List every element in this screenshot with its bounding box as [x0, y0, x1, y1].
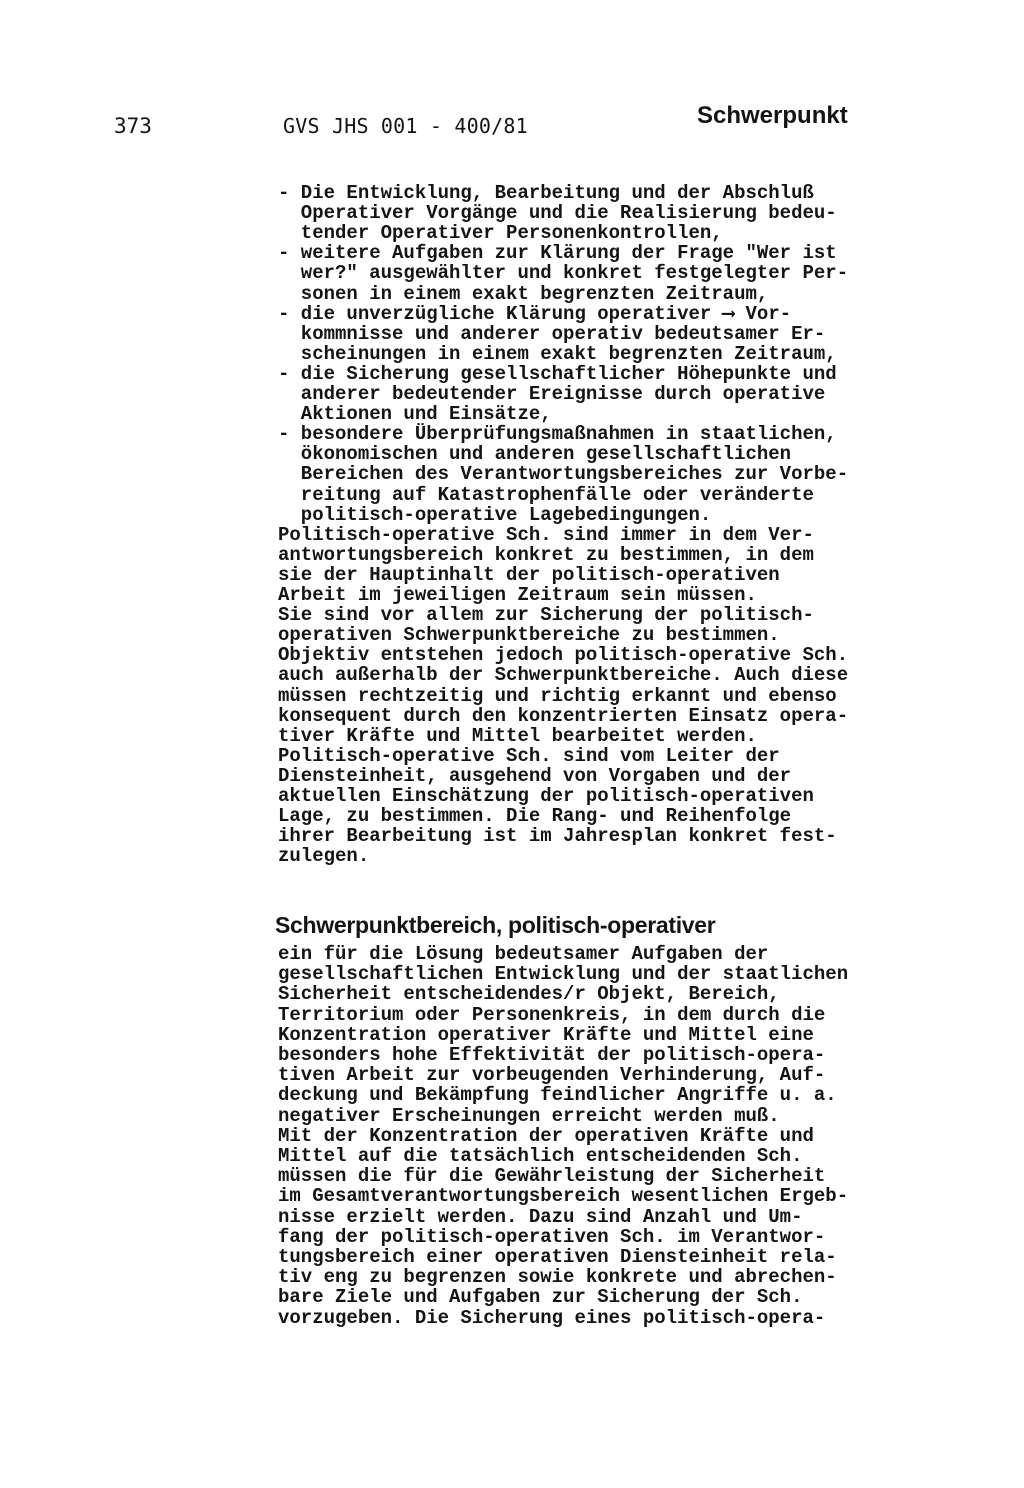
text-line: auch außerhalb der Schwerpunktbereiche. Auch diese — [278, 664, 849, 687]
text-line: Sicherheit entscheidendes/r Objekt, Bereich, — [278, 983, 780, 1006]
text-line: tiven Arbeit zur vorbeugenden Verhinderung, Auf- — [278, 1064, 826, 1087]
text-line: deckung und Bekämpfung feindlicher Angriffe u. a. — [278, 1084, 837, 1107]
text-line: reitung auf Katastrophenfälle oder veränderte — [278, 483, 814, 506]
entry-heading: Schwerpunktbereich, politisch-operativer — [275, 912, 716, 938]
text-line: tungsbereich einer operativen Diensteinheit rela- — [278, 1246, 837, 1268]
text-line: im Gesamtverantwortungsbereich wesentlichen Ergeb- — [278, 1185, 849, 1208]
text-line: konsequent durch den konzentrierten Einsatz opera- — [278, 704, 849, 727]
text-line: Objektiv entstehen jedoch politisch-operative Sch. — [278, 644, 849, 667]
text-line: ökonomischen und anderen gesellschaftlichen — [278, 443, 792, 466]
text-line: negativer Erscheinungen erreicht werden muß. — [278, 1104, 780, 1127]
text-line: Territorium oder Personenkreis, in dem durch die — [278, 1003, 826, 1026]
text-line: gesellschaftlichen Entwicklung und der staatlichen — [278, 963, 849, 986]
text-line: scheinungen in einem exakt begrenzten Zeitraum, — [278, 342, 837, 365]
text-line: politisch-operative Lagebedingungen. — [278, 503, 712, 526]
text-line: kommnisse und anderer operativ bedeutsamer Er- — [278, 322, 826, 345]
text-line: Bereichen des Verantwortungsbereiches zur Vorbe- — [278, 463, 849, 486]
text-line: - die Sicherung gesellschaftlicher Höhepunkte und — [278, 362, 837, 385]
text-line: Aktionen und Einsätze, — [278, 403, 552, 426]
text-line: wer?" ausgewählter und konkret festgelegter Per- — [278, 262, 849, 285]
text-line: Politisch-operative Sch. sind immer in dem Ver- — [278, 523, 814, 546]
text-line: Mittel auf die tatsächlich entscheidenden Sch. — [278, 1145, 803, 1167]
running-head: Schwerpunkt — [697, 102, 848, 129]
text-line: vorzugeben. Die Sicherung eines politisch-opera- — [278, 1306, 826, 1329]
text-line: sonen in einem exakt begrenzten Zeitraum, — [278, 282, 769, 305]
text-line: tender Operativer Personenkontrollen, — [278, 222, 723, 245]
text-line: zulegen. — [278, 845, 370, 868]
text-line: Arbeit im jeweiligen Zeitraum sein müssen. — [278, 584, 757, 606]
text-line: - weitere Aufgaben zur Klärung der Frage "Wer ist — [278, 242, 837, 265]
text-line: nisse erzielt werden. Dazu sind Anzahl und Um- — [278, 1205, 803, 1228]
text-line: Mit der Konzentration der operativen Kräfte und — [278, 1124, 814, 1147]
text-line: - Die Entwicklung, Bearbeitung und der Abschluß — [278, 182, 814, 204]
document-reference: GVS JHS 001 - 400/81 — [283, 114, 528, 138]
text-line: Lage, zu bestimmen. Die Rang- und Reihenfolge — [278, 805, 792, 828]
text-line: Diensteinheit, ausgehend von Vorgaben und der — [278, 764, 792, 787]
text-line: antwortungsbereich konkret zu bestimmen, in dem — [278, 543, 814, 566]
text-line: Sie sind vor allem zur Sicherung der politisch- — [278, 604, 814, 627]
text-line: operativen Schwerpunktbereiche zu bestimmen. — [278, 624, 780, 647]
page-number: 373 — [114, 114, 152, 138]
text-line: fang der politisch-operativen Sch. im Verantwor- — [278, 1225, 826, 1248]
text-line: aktuellen Einschätzung der politisch-operativen — [278, 785, 814, 807]
text-line: Operativer Vorgänge und die Realisierung bedeu- — [278, 202, 837, 225]
text-line: bare Ziele und Aufgaben zur Sicherung der Sch. — [278, 1286, 803, 1309]
text-line: tiver Kräfte und Mittel bearbeitet werden. — [278, 724, 757, 747]
text-line: müssen die für die Gewährleistung der Sicherheit — [278, 1165, 826, 1188]
text-line: besonders hohe Effektivität der politisch-opera- — [278, 1044, 826, 1066]
text-line: tiv eng zu begrenzen sowie konkrete und abrechen- — [278, 1266, 837, 1289]
text-line: ein für die Lösung bedeutsamer Aufgaben der — [278, 943, 769, 965]
text-line: - besondere Überprüfungsmaßnahmen in staatlichen, — [278, 423, 837, 446]
text-line: Konzentration operativer Kräfte und Mittel eine — [278, 1023, 814, 1046]
text-line: - die unverzügliche Klärung operativer ⟶ Vor- — [278, 302, 792, 325]
text-line: Politisch-operative Sch. sind vom Leiter der — [278, 744, 780, 767]
text-line: ihrer Bearbeitung ist im Jahresplan konkret fest- — [278, 825, 837, 848]
text-line: anderer bedeutender Ereignisse durch operative — [278, 383, 826, 405]
text-line: müssen rechtzeitig und richtig erkannt und ebenso — [278, 684, 837, 707]
text-line: sie der Hauptinhalt der politisch-operativen — [278, 563, 780, 586]
